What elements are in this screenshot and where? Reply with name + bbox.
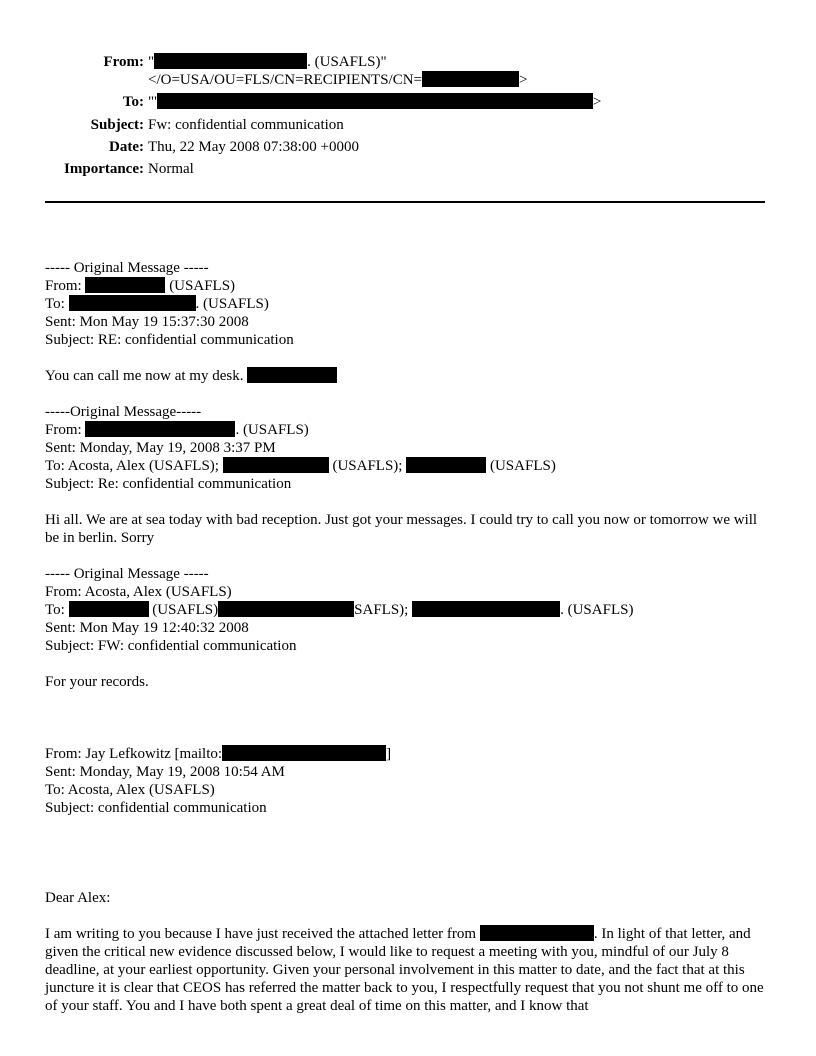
letter-salutation: Dear Alex: [45, 890, 111, 906]
msg4-from: From: Jay Lefkowitz [mailto: ] [45, 746, 392, 762]
subject-value: Fw: confidential communication [148, 117, 344, 133]
msg1-divider: ----- Original Message ----- [45, 260, 209, 276]
header-from-row-2 [0, 71, 816, 89]
header-importance-row [0, 160, 816, 178]
msg2-from: From: . (USAFLS) [45, 422, 309, 438]
msg4-to: To: Acosta, Alex (USAFLS) [45, 782, 215, 798]
date-value: Thu, 22 May 2008 07:38:00 +0000 [148, 139, 359, 155]
msg4-sent: Sent: Monday, May 19, 2008 10:54 AM [45, 764, 285, 780]
redaction-block [422, 71, 519, 87]
redaction-block [154, 53, 307, 69]
msg3-subject: Subject: FW: confidential communication [45, 638, 297, 654]
redaction-block [406, 457, 486, 473]
msg2-body: Hi all. We are at sea today with bad reception. Just got your messages. I could try to call you now or tomorrow we will be in berlin. Sorry [45, 512, 758, 546]
importance-label: Importance: [64, 161, 144, 177]
letter-paragraph: I am writing to you because I have just received the attached letter from . In light of that letter, and given the critical new evidence discussed below, I would like to request a meeting with you, mindful of our July 8 deadline, at your earliest opportunity. Given your personal involvement in this matter to date, and the fact that at this juncture it is clear that CEOS has referred the matter back to you, I respectfully request that you not shunt me off to one of your staff. You and I have both spent a great deal of time on this matter, and I know that [45, 926, 764, 1014]
header-divider [45, 201, 765, 203]
msg1-to: To: . (USAFLS) [45, 296, 269, 312]
from-label: From: [103, 54, 144, 70]
redaction-block [85, 277, 165, 293]
msg2-divider: -----Original Message----- [45, 404, 202, 420]
msg1-body: You can call me now at my desk. [45, 367, 337, 385]
msg2-subject: Subject: Re: confidential communication [45, 476, 292, 492]
to-label: To: [122, 94, 144, 110]
importance-value: Normal [148, 161, 194, 177]
msg4-subject: Subject: confidential communication [45, 800, 267, 816]
header-subject-row [0, 116, 816, 134]
redaction-block [69, 601, 149, 617]
msg3-from: From: Acosta, Alex (USAFLS) [45, 584, 232, 600]
msg2-to: To: Acosta, Alex (USAFLS); (USAFLS); (USAFLS) [45, 458, 556, 474]
msg2-sent: Sent: Monday, May 19, 2008 3:37 PM [45, 440, 276, 456]
to-value: "' > [148, 94, 602, 110]
redaction-block [222, 745, 386, 761]
subject-label: Subject: [90, 117, 144, 133]
date-label: Date: [109, 139, 144, 155]
from-value: " . (USAFLS)" [148, 54, 387, 70]
redaction-block [412, 601, 560, 617]
header-to-row [0, 93, 816, 111]
msg3-sent: Sent: Mon May 19 12:40:32 2008 [45, 620, 249, 636]
msg3-divider: ----- Original Message ----- [45, 566, 209, 582]
header-from-row [0, 53, 816, 71]
msg1-subject: Subject: RE: confidential communication [45, 332, 294, 348]
redaction-block [157, 93, 593, 109]
redaction-block [69, 295, 196, 311]
redaction-block [480, 925, 594, 941]
msg1-sent: Sent: Mon May 19 15:37:30 2008 [45, 314, 249, 330]
from-address: </O=USA/OU=FLS/CN=RECIPIENTS/CN= > [148, 72, 528, 88]
msg1-from: From: (USAFLS) [45, 278, 236, 294]
redaction-block [218, 601, 354, 617]
redaction-block [223, 457, 329, 473]
header-date-row [0, 138, 816, 156]
redaction-block [247, 367, 337, 383]
msg3-to: To: (USAFLS) SAFLS); . (USAFLS) [45, 602, 634, 618]
msg3-body: For your records. [45, 674, 149, 690]
redaction-block [85, 421, 235, 437]
